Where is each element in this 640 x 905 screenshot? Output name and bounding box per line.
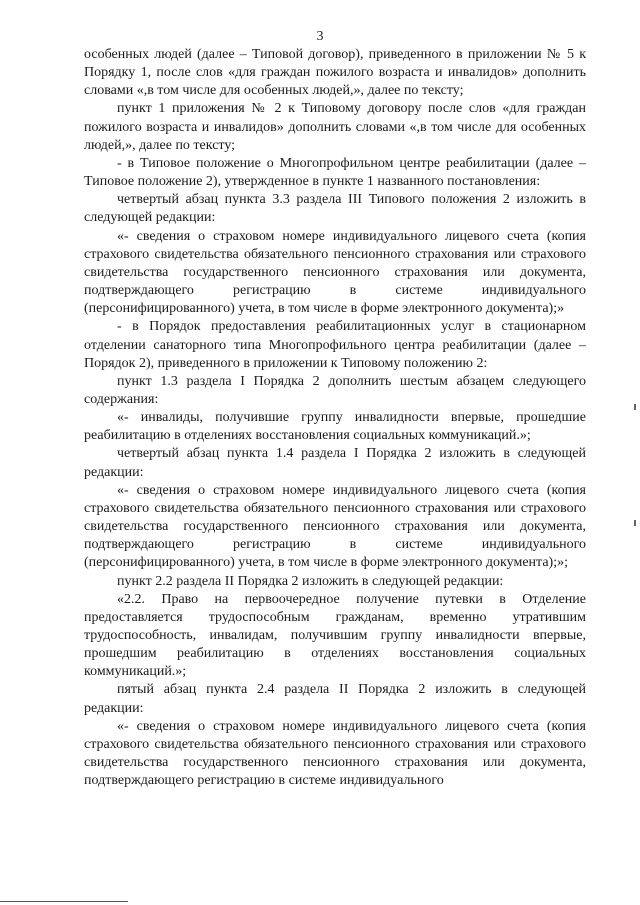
paragraph: четвертый абзац пункта 3.3 раздела III Типового положения 2 изложить в следующей редакции: xyxy=(84,192,586,226)
paragraph: пункт 1 приложения № 2 к Типовому договору после слов «для граждан пожилого возраста и инвалидов» дополнить словами «,в том числе для особенных людей,», далее по тексту; xyxy=(84,101,586,153)
paragraph: «- инвалиды, получившие группу инвалидности впервые, прошедшие реабилитацию в отделениях восстановления социальных коммуникаций.»; xyxy=(84,410,586,444)
scan-edge-mark xyxy=(634,520,636,526)
paragraph: «- сведения о страховом номере индивидуального лицевого счета (копия страхового свидетельства обязательного пенсионного страхования или страхового свидетельства государственного пенсионного страхования или документа, подтверждающего регистрацию в системе индивидуального (персонифицированного) учета, в том числе в форме электронного документа);»; xyxy=(84,482,586,571)
paragraph: четвертый абзац пункта 1.4 раздела I Порядка 2 изложить в следующей редакции: xyxy=(84,446,586,480)
document-body xyxy=(84,46,586,790)
scan-bottom-line xyxy=(0,901,128,902)
paragraph: «2.2. Право на первоочередное получение путевки в Отделение предоставляется трудоспособным гражданам, временно утратившим трудоспособность, инвалидам, получившим группу инвалидности впервые, прошедшим реабилитацию в отделениях восстановления социальных коммуникаций.»; xyxy=(84,591,586,680)
paragraph: пункт 1.3 раздела I Порядка 2 дополнить шестым абзацем следующего содержания: xyxy=(84,373,586,407)
paragraph: «- сведения о страховом номере индивидуального лицевого счета (копия страхового свидетельства обязательного пенсионного страхования или страхового свидетельства государственного пенсионного страхования или документа, подтверждающего регистрацию в системе индивидуального xyxy=(84,718,586,789)
paragraph: пункт 2.2 раздела II Порядка 2 изложить в следующей редакции: xyxy=(117,573,504,589)
page-number: 3 xyxy=(316,29,324,44)
paragraph: пятый абзац пункта 2.4 раздела II Порядка 2 изложить в следующей редакции: xyxy=(84,682,586,716)
paragraph: «- сведения о страховом номере индивидуального лицевого счета (копия страхового свидетельства обязательного пенсионного страхования или страхового свидетельства государственного пенсионного страхования или документа, подтверждающего регистрацию в системе индивидуального (персонифицированного) учета, в том числе в форме электронного документа);» xyxy=(84,228,586,317)
paragraph: особенных людей (далее – Типовой договор), приведенного в приложении № 5 к Порядку 1, после слов «для граждан пожилого возраста и инвалидов» дополнить словами «,в том числе для особенных людей,», далее по тексту; xyxy=(84,47,586,99)
scan-edge-mark xyxy=(634,404,636,410)
paragraph: - в Типовое положение о Многопрофильном центре реабилитации (далее – Типовое положение 2), утвержденное в пункте 1 названного постановления: xyxy=(84,155,586,190)
paragraph: - в Порядок предоставления реабилитационных услуг в стационарном отделении санаторного типа Многопрофильного центра реабилитации (далее – Порядок 2), приведенного в приложении к Типовому положению 2: xyxy=(84,319,586,371)
